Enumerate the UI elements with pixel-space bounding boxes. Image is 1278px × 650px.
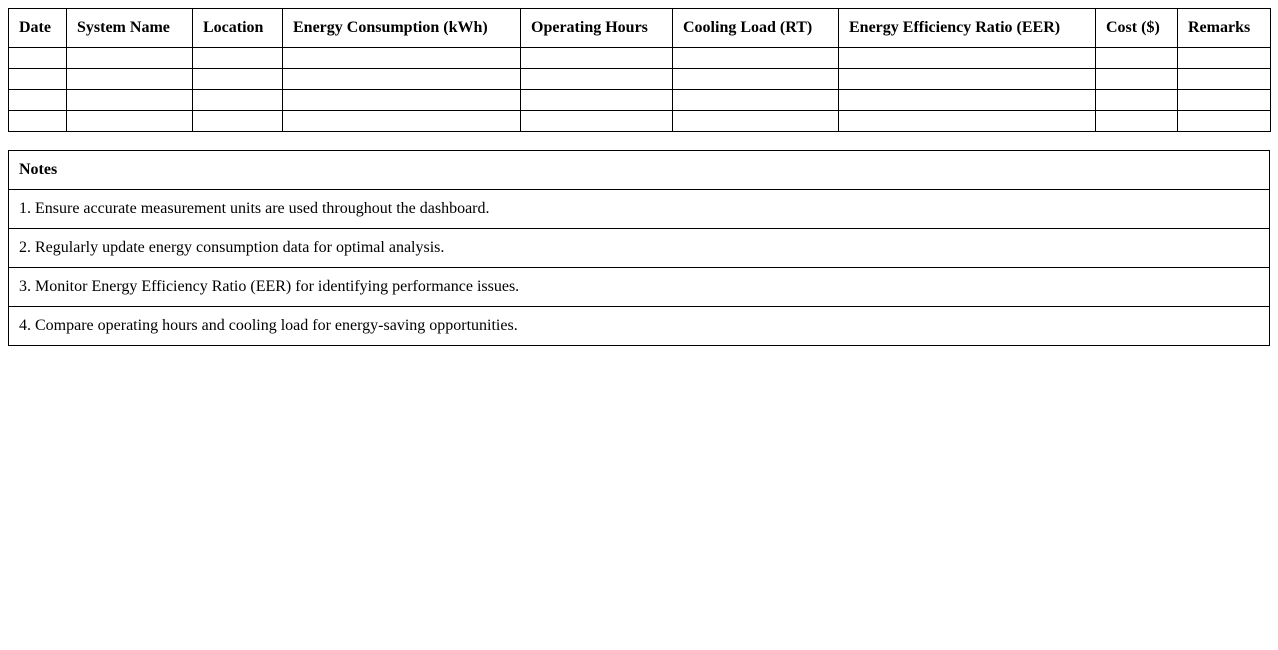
header-operating-hours: Operating Hours [521, 9, 673, 48]
header-energy-consumption: Energy Consumption (kWh) [283, 9, 521, 48]
table-cell[interactable] [1096, 48, 1178, 69]
table-cell[interactable] [839, 69, 1096, 90]
list-item [9, 307, 1270, 346]
header-system-name: System Name [67, 9, 193, 48]
list-item [9, 229, 1270, 268]
table-header-row [9, 9, 1271, 48]
table-cell[interactable] [1096, 69, 1178, 90]
table-cell[interactable] [521, 69, 673, 90]
table-body [9, 48, 1271, 132]
table-cell[interactable] [673, 111, 839, 132]
table-cell[interactable] [283, 69, 521, 90]
table-cell[interactable] [283, 48, 521, 69]
notes-table [8, 150, 1270, 346]
table-cell[interactable] [1178, 48, 1271, 69]
table-row [9, 111, 1271, 132]
table-cell[interactable] [283, 111, 521, 132]
notes-body [9, 190, 1270, 346]
table-cell[interactable] [1096, 90, 1178, 111]
table-cell[interactable] [521, 111, 673, 132]
table-cell[interactable] [193, 111, 283, 132]
table-cell[interactable] [839, 48, 1096, 69]
table-cell[interactable] [9, 111, 67, 132]
header-cost: Cost ($) [1096, 9, 1178, 48]
table-row [9, 48, 1271, 69]
table-cell[interactable] [283, 90, 521, 111]
header-remarks: Remarks [1178, 9, 1271, 48]
note-item: 4. Compare operating hours and cooling load for energy-saving opportunities. [9, 307, 1270, 346]
note-item: 2. Regularly update energy consumption data for optimal analysis. [9, 229, 1270, 268]
table-cell[interactable] [1178, 69, 1271, 90]
table-cell[interactable] [673, 90, 839, 111]
table-cell[interactable] [193, 48, 283, 69]
table-cell[interactable] [193, 69, 283, 90]
table-cell[interactable] [193, 90, 283, 111]
energy-data-table [8, 8, 1271, 132]
table-cell[interactable] [521, 48, 673, 69]
table-cell[interactable] [9, 90, 67, 111]
header-date: Date [9, 9, 67, 48]
table-row [9, 90, 1271, 111]
table-cell[interactable] [673, 48, 839, 69]
table-row [9, 69, 1271, 90]
table-cell[interactable] [1096, 111, 1178, 132]
table-cell[interactable] [67, 111, 193, 132]
table-cell[interactable] [67, 48, 193, 69]
table-cell[interactable] [839, 90, 1096, 111]
table-cell[interactable] [1178, 111, 1271, 132]
list-item [9, 190, 1270, 229]
table-cell[interactable] [673, 69, 839, 90]
header-eer: Energy Efficiency Ratio (EER) [839, 9, 1096, 48]
header-cooling-load: Cooling Load (RT) [673, 9, 839, 48]
header-location: Location [193, 9, 283, 48]
table-cell[interactable] [839, 111, 1096, 132]
note-item: 3. Monitor Energy Efficiency Ratio (EER) for identifying performance issues. [9, 268, 1270, 307]
list-item [9, 268, 1270, 307]
table-cell[interactable] [9, 48, 67, 69]
notes-title: Notes [9, 151, 1270, 190]
table-cell[interactable] [9, 69, 67, 90]
table-cell[interactable] [521, 90, 673, 111]
notes-header-row [9, 151, 1270, 190]
note-item: 1. Ensure accurate measurement units are used throughout the dashboard. [9, 190, 1270, 229]
page [8, 8, 1270, 346]
table-cell[interactable] [67, 69, 193, 90]
table-cell[interactable] [67, 90, 193, 111]
table-cell[interactable] [1178, 90, 1271, 111]
